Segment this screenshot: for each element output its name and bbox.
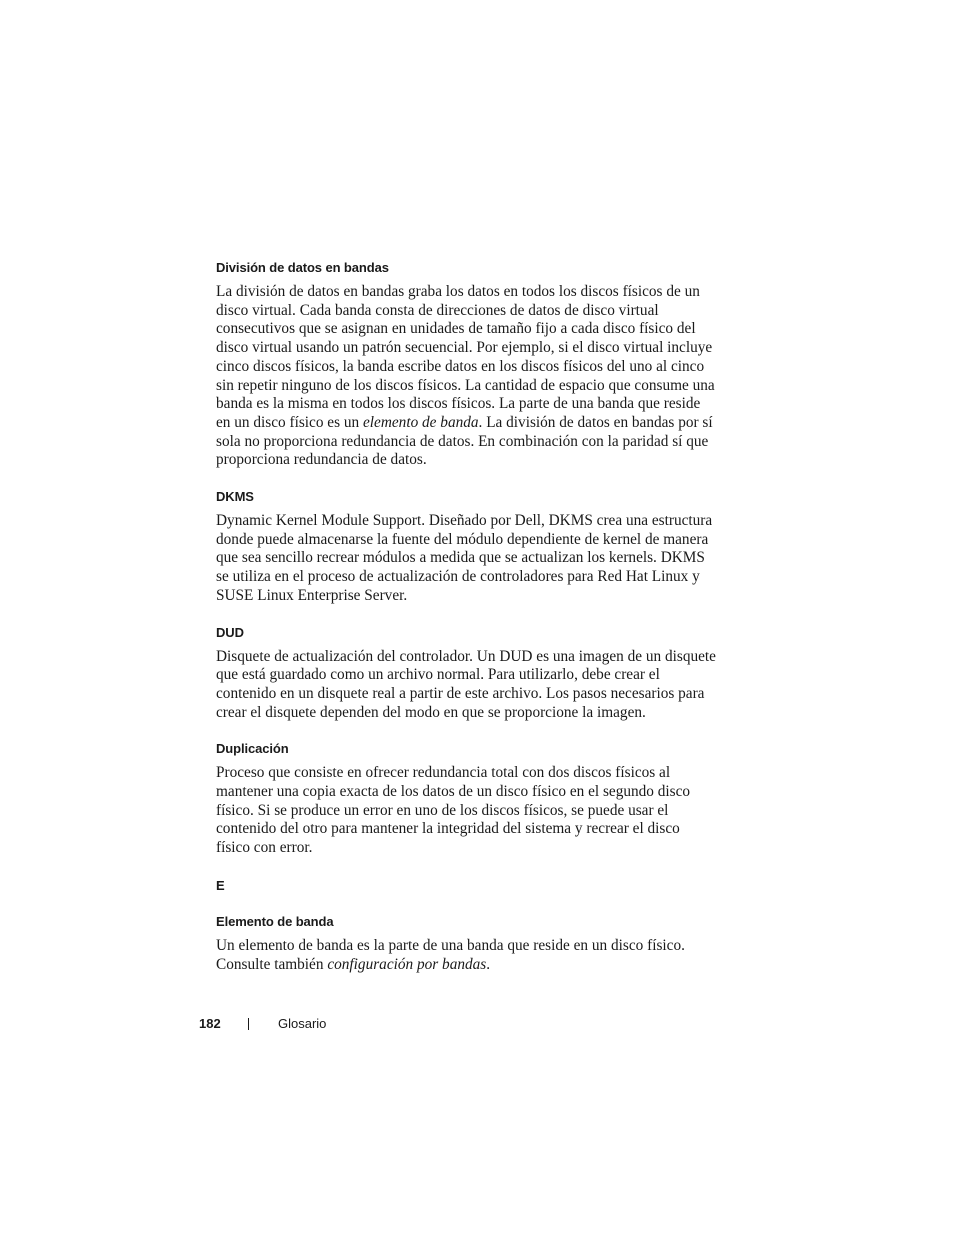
glossary-page [216, 259, 716, 974]
term-heading: División de datos en bandas [216, 260, 389, 275]
term-definition: Disquete de actualización del controlador. Un DUD es una imagen de un disquete que está guardado como un archivo normal. Para utilizarlo, debe crear el contenido en un disquete real a partir de este archivo. Los pasos necesarios para crear el disquete dependen del modo en que se proporcione la imagen. [216, 647, 716, 721]
section-letter: E [216, 877, 225, 893]
term-heading: DUD [216, 624, 244, 640]
definition-emphasis: configuración por bandas [327, 955, 487, 973]
footer-section-title: Glosario [278, 1016, 327, 1031]
page-number: 182 [199, 1016, 221, 1031]
definition-text: Un elemento de banda es la parte de una banda que reside en un disco físico. Consulte también [216, 936, 685, 973]
term-definition [216, 937, 716, 974]
footer-separator [248, 1018, 249, 1030]
term-heading: DKMS [216, 489, 254, 505]
definition-emphasis: elemento de banda [363, 413, 479, 431]
definition-text: . La división de datos en bandas por sí sola no proporciona redundancia de datos. En combinación con la paridad sí que proporciona redundancia de datos. [216, 413, 713, 469]
term-definition [216, 283, 716, 470]
term-heading: Elemento de banda [216, 913, 334, 929]
definition-text: La división de datos en bandas graba los datos en todos los discos físicos de un disco virtual. Cada banda consta de direcciones de datos de disco virtual consecutivos que se asignan en unidades de tamaño fijo a cada disco físico del disco virtual usando un patrón secuencial. Por ejemplo, si el disco virtual incluye cinco discos físicos, la banda escribe datos en los discos físicos del uno al cinco sin repetir ninguno de los discos físicos. La cantidad de espacio que consume una banda es la misma en todos los discos físicos. La parte de una banda que reside en un disco físico es un [216, 283, 715, 431]
term-heading: Duplicación [216, 741, 289, 757]
page-footer [199, 1015, 326, 1033]
term-definition: Proceso que consiste en ofrecer redundancia total con dos discos físicos al mantener una copia exacta de los datos de un disco físico en el segundo disco físico. Si se produce un error en uno de los discos físicos, se puede usar el contenido del otro para mantener la integridad del sistema y recrear el disco físico con error. [216, 764, 691, 857]
definition-text: . [486, 955, 491, 973]
term-definition: Dynamic Kernel Module Support. Diseñado por Dell, DKMS crea una estructura donde puede almacenarse la fuente del módulo dependiente de kernel de manera que sea sencillo recrear módulos a medida que se actualizan los kernels. DKMS se utiliza en el proceso de actualización de controladores para Red Hat Linux y SUSE Linux Enterprise Server. [216, 512, 713, 604]
